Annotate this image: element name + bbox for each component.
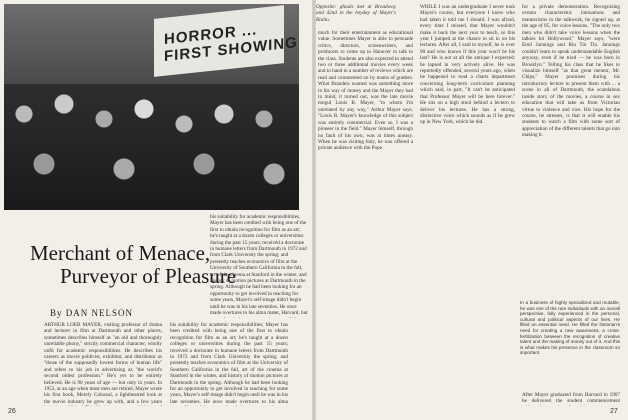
page-number-left: 26 — [8, 408, 16, 415]
article-title — [30, 242, 236, 288]
crowd — [4, 84, 299, 210]
photo-caption: Opposite: ghouls met at Broadway and 42nd in the heyday of Mayer's Rialto. — [316, 4, 396, 23]
sidebar-text: In a business of highly specialized and mutable, he was one of the rare individuals with an overall perspective, fully experienced in the personal, cultural and political aspects of our lives. He filled an essential need. He filled the historian's need for creating a new awareness, a cross-fertilization between the recognition of creative talent and the making of money out of it. And this is what makes his presence in the classroom so important. — [520, 300, 620, 356]
left-column-1: ARTHUR LOEB MAYER, visiting professor of drama and lecturer in film at Dartmouth and other places, sometimes describes himself as "an old and thoroughly unreliable phony," strictly commercial character, wholly unfit for academic responsibilities. He describes his careers as movie publicist, exhibitor, and distributor as "those of the supposedly lowest forms of human life" and refers to his job in advertising as "the world's second oldest profession." He's yet to be entirely believed. He is 90 years of age — but only in years. In 1953, at an age when most men are retired, Mayer wrote his first book, Merely Colossal, a lighthearted look at the movie industry he grew up with, and a few years — [44, 322, 162, 405]
theater-crowd-photo — [4, 4, 299, 210]
right-column-2: WHILE I was an undergraduate I never took Mayer's course, but everyone I knew who had taken it told me I should. I was afraid, every time I missed, that Mayer wouldn't make it back the next year to teach, so this year I jumped at the chance to sit in on his lectures. After all, I said to myself, he is over 90 and who knows if this year won't be his last? He is not at all the antique I expected; he lapsed in very actively alive. He was reportedly offended, several years ago, when he happened to read a charts department concerning long-term curriculum planning which said, in part, "It can't be anticipated that Professor Mayer will be here forever." He sits on a high stool behind a lectern to deliver his lectures. He has a strong, distinctive voice which sounds as if he grew up in New York, which he did. — [420, 4, 515, 126]
right-column-3-tail: After Mayer graduated from Harvard in 1907 he delivered the student commencement — [522, 392, 620, 405]
title-line-1: Merchant of Menace, — [30, 241, 211, 265]
byline: By DAN NELSON — [50, 308, 134, 318]
page-number-right: 27 — [610, 408, 618, 415]
marquee-text: HORROR ... FIRST SHOWING — [164, 21, 298, 66]
page-gutter — [312, 0, 316, 420]
sidebar-quote — [520, 300, 620, 388]
left-column-2: his suitability for academic responsibilities, Mayer has been credited with being one of the first to obtain recognition for film as an art; he's taught at a dozen colleges or universities during the past 15 years; received a doctorate in humane letters from Dartmouth in 1972 and from Clark University the spring; and presently teaches economics of film at the University of Southern California in the fall, art of the cinema at Stanford in the winter, and history of motion pictures at Dartmouth in the spring. Although he had been looking for an opportunity to get involved in teaching for some years, Mayer's self-image didn't begin until he was in his late seventies. He once made overtures to his alma — [170, 322, 288, 405]
left-upper-column: his suitability for academic responsibilities, Mayer has been credited with being one of the first to obtain recognition for film as an art; he's taught at a dozen colleges or universities during the past 15 years; received a doctorate in humane letters from Dartmouth in 1972 and from Clark University the spring; and presently teaches economics of film at the University of Southern California in the fall, art of the cinema at Stanford in the winter, and history of motion pictures at Dartmouth in the spring. Although he had been looking for an opportunity to get involved in teaching for some years, Mayer's self-image didn't begin until he was in his late seventies. He once made overtures to his alma mater, Harvard, but — [210, 214, 308, 317]
right-column-1: much for their entertainment as educational value. Sometimes Mayer is able to persuade critics, directors, screenwriters, and producers to come up to Hanover to talk to the class. Students are also expected to attend two or three additional movies every week and to hand in a number of reviews which are read and commented on by teams of graders. What Brandeis wanted was something more in his way of money and the Mayer they had in mind, it turned out, was the late movie mogul Louis B. Mayer, "to whom I'm unrelated by any way," Arthur Mayer says. "Louis B. Mayer's knowledge of this subject was entirely commercial. Even so, I was a pioneer in the field." Mayer himself, through no fault of his own, was at times uneasy. When he was visiting Italy, he was offered a private audience with the Pope. — [318, 30, 413, 152]
title-line-2: Purveyor of Pleasure — [60, 264, 237, 288]
right-column-3: for a private demonstration. Recognizing certain characteristic intonations and mannerisms in the talkwork, he signed up, at the age of 85, for voice lessons. "The only two men who didn't take voice lessons when the talkies hit Hollywood," Mayer says, "were Emil Jannings and Rin Tin Tin. Jannings couldn't learn to speak understandable English anyway, even if he tried — he was born in Brooklyn." Telling his class that he likes to visualize himself "as that great mentor, Mr. Chips," Mayer promises during his introductory lecture to present them with ... a scene in all of Dartmouth, the scandalous inside story of the movies, a course in sex education that will take us from Victorian virtue to violence and vice. His hope for the course, he stresses, is that it will enable his students to watch a film with some sort of appreciation of the different talents that go into making it. — [522, 4, 620, 139]
